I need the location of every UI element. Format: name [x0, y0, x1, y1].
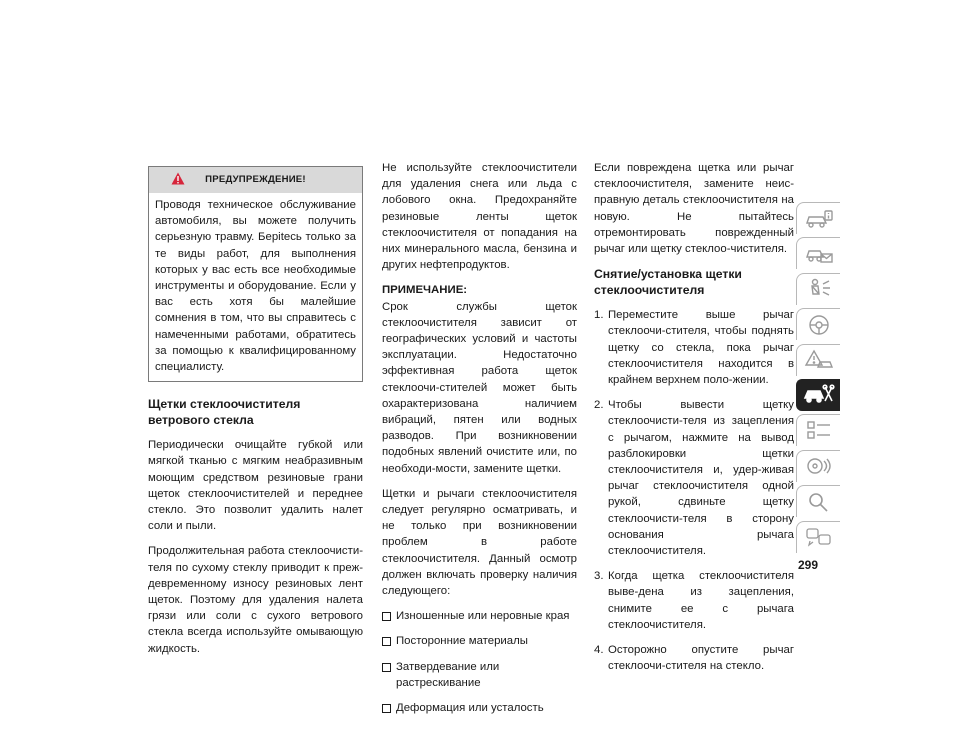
- seatbelt-icon: [804, 278, 834, 300]
- paragraph: Если повреждена щетка или рычаг стеклоочистителя, замените неис-правную деталь стеклоочистителя на новую. Не пытайтесь отремонтировать поврежденный рычаг или щетку стеклоо-чистителя.: [594, 162, 794, 256]
- tab-languages[interactable]: [796, 521, 840, 553]
- car-info-icon: [804, 208, 834, 230]
- tab-search-index[interactable]: [796, 485, 840, 517]
- page-number: 299: [798, 558, 819, 572]
- step-number: 2.: [594, 399, 604, 412]
- step-text: Осторожно опустите рычаг стеклоочи-стителя на стекло.: [608, 644, 794, 673]
- tab-steering[interactable]: [796, 308, 840, 340]
- checklist: [382, 608, 577, 716]
- column-right: [594, 160, 794, 683]
- step-number: 4.: [594, 644, 604, 657]
- checkbox-square-icon: [382, 637, 391, 646]
- tab-car-mail[interactable]: [796, 237, 840, 269]
- step-text: Когда щетка стеклоочистителя выве-дена из зацепления, снимите ее с рычага стеклоочистителя.: [608, 570, 794, 631]
- multimedia-icon: [804, 455, 834, 477]
- paragraph: Щетки и рычаги стеклоочистителя следует регулярно осматривать, и не только при возникновении проблем в работе стеклоочистителя. Данный осмотр должен включать проверку наличия следующего:: [382, 487, 577, 598]
- step-number: 1.: [594, 309, 604, 322]
- tab-multimedia[interactable]: [796, 450, 840, 482]
- checkbox-square-icon: [382, 612, 391, 621]
- step-number: 3.: [594, 570, 604, 583]
- list-item: [382, 633, 577, 649]
- step-item: [594, 307, 794, 388]
- warning-box: [148, 166, 363, 382]
- note: [382, 282, 577, 476]
- car-mail-icon: [804, 243, 834, 265]
- car-service-wrench-icon: [803, 383, 835, 407]
- paragraph: Периодически очищайте губкой или мягкой тканью с мягким неабразивным моющим средством резиновые грани щеток стеклоочистителей и переднее стекло. Это позволит удалить налет соли и пыли.: [148, 439, 363, 533]
- tab-car-info[interactable]: [796, 202, 840, 234]
- specifications-icon: [804, 420, 834, 442]
- note-text: Срок службы щеток стеклоочистителя зависит от географических условий и частоты эксплуатации. Недостаточно эффективная работа щеток стеклоочи-стителей может быть охарактеризована наличием вибраций, пятен или водных разводов. При возникновении подобных явлений очистите или, по необходи-мости, замените щетки.: [382, 300, 577, 475]
- tab-specifications[interactable]: [796, 414, 840, 446]
- tab-seatbelt[interactable]: [796, 273, 840, 305]
- warning-header: [149, 167, 362, 193]
- paragraph: Продолжительная работа стеклоочисти-теля по сухому стеклу приводит к преж-девременному износу резиновых лент щеток. Поэтому для удаления налета грязи или соли с сухого ветрового стекла всегда используйте омывающую жидкость.: [148, 545, 363, 655]
- steps-list: [594, 307, 794, 674]
- step-item: [594, 642, 794, 674]
- tab-service-maintenance[interactable]: [796, 379, 840, 411]
- step-item: [594, 397, 794, 559]
- checkbox-square-icon: [382, 663, 391, 672]
- step-item: [594, 568, 794, 633]
- paragraph: Не используйте стеклоочистители для удаления снега или льда с лобового окна. Предохраняйте резиновые ленты щеток стеклоочистителя от попадания на них минерального масла, бензина и других нефтепродуктов.: [382, 162, 577, 272]
- list-item: [382, 608, 577, 624]
- list-item-text: Деформация или усталость: [396, 702, 544, 715]
- languages-icon: [804, 526, 834, 548]
- warning-title: ПРЕДУПРЕЖДЕНИЕ!: [205, 173, 306, 185]
- step-text: Чтобы вывести щетку стеклоочисти-теля из зацепления с рычагом, нажмите на вывод разблокировки щетки стеклоочистителя и, удер-живая рычаг стеклоочистителя одной рукой, сдвиньте щетку стеклоочисти-теля в сторону основания рычага стеклоочистителя.: [608, 399, 794, 558]
- warning-text: Проводя техническое обслуживание автомобиля, вы можете получить серьезную травму. Берitесь только за те виды работ, для выполнения которых у вас есть все необходимые инструменты и оборудование. Если у вас есть хотя бы малейшие сомнения в том, что вы справитесь с намеченными работами, обратитесь за помощью к квалифицированному специалисту.: [155, 199, 356, 374]
- column-middle: [382, 160, 577, 725]
- steering-wheel-icon: [804, 314, 834, 336]
- list-item-text: Изношенные или неровные края: [396, 610, 570, 623]
- step-text: Переместите выше рычаг стеклоочи-стителя, чтобы поднять щетку со стекла, пока рычаг стеклоочистителя находится в крайнем верхнем поло-жении.: [608, 309, 794, 387]
- list-item-text: Посторонние материалы: [396, 635, 528, 648]
- chapter-tabs: [796, 202, 844, 556]
- checkbox-square-icon: [382, 704, 391, 713]
- tab-warning-car[interactable]: [796, 344, 840, 376]
- note-title: ПРИМЕЧАНИЕ:: [382, 284, 468, 297]
- section-heading-wiper-removal: Снятие/установка щетки стеклоочистителя: [594, 267, 742, 298]
- list-item-text: Затвердевание или растрескивание: [396, 660, 500, 689]
- section-heading-windshield-wipers: Щетки стеклоочистителя ветрового стекла: [148, 397, 301, 428]
- list-item: [382, 700, 577, 716]
- warning-triangle-icon: [171, 172, 185, 185]
- list-item: [382, 659, 577, 691]
- search-index-icon: [804, 491, 834, 513]
- column-left: [148, 166, 363, 666]
- warning-car-icon: [804, 349, 834, 371]
